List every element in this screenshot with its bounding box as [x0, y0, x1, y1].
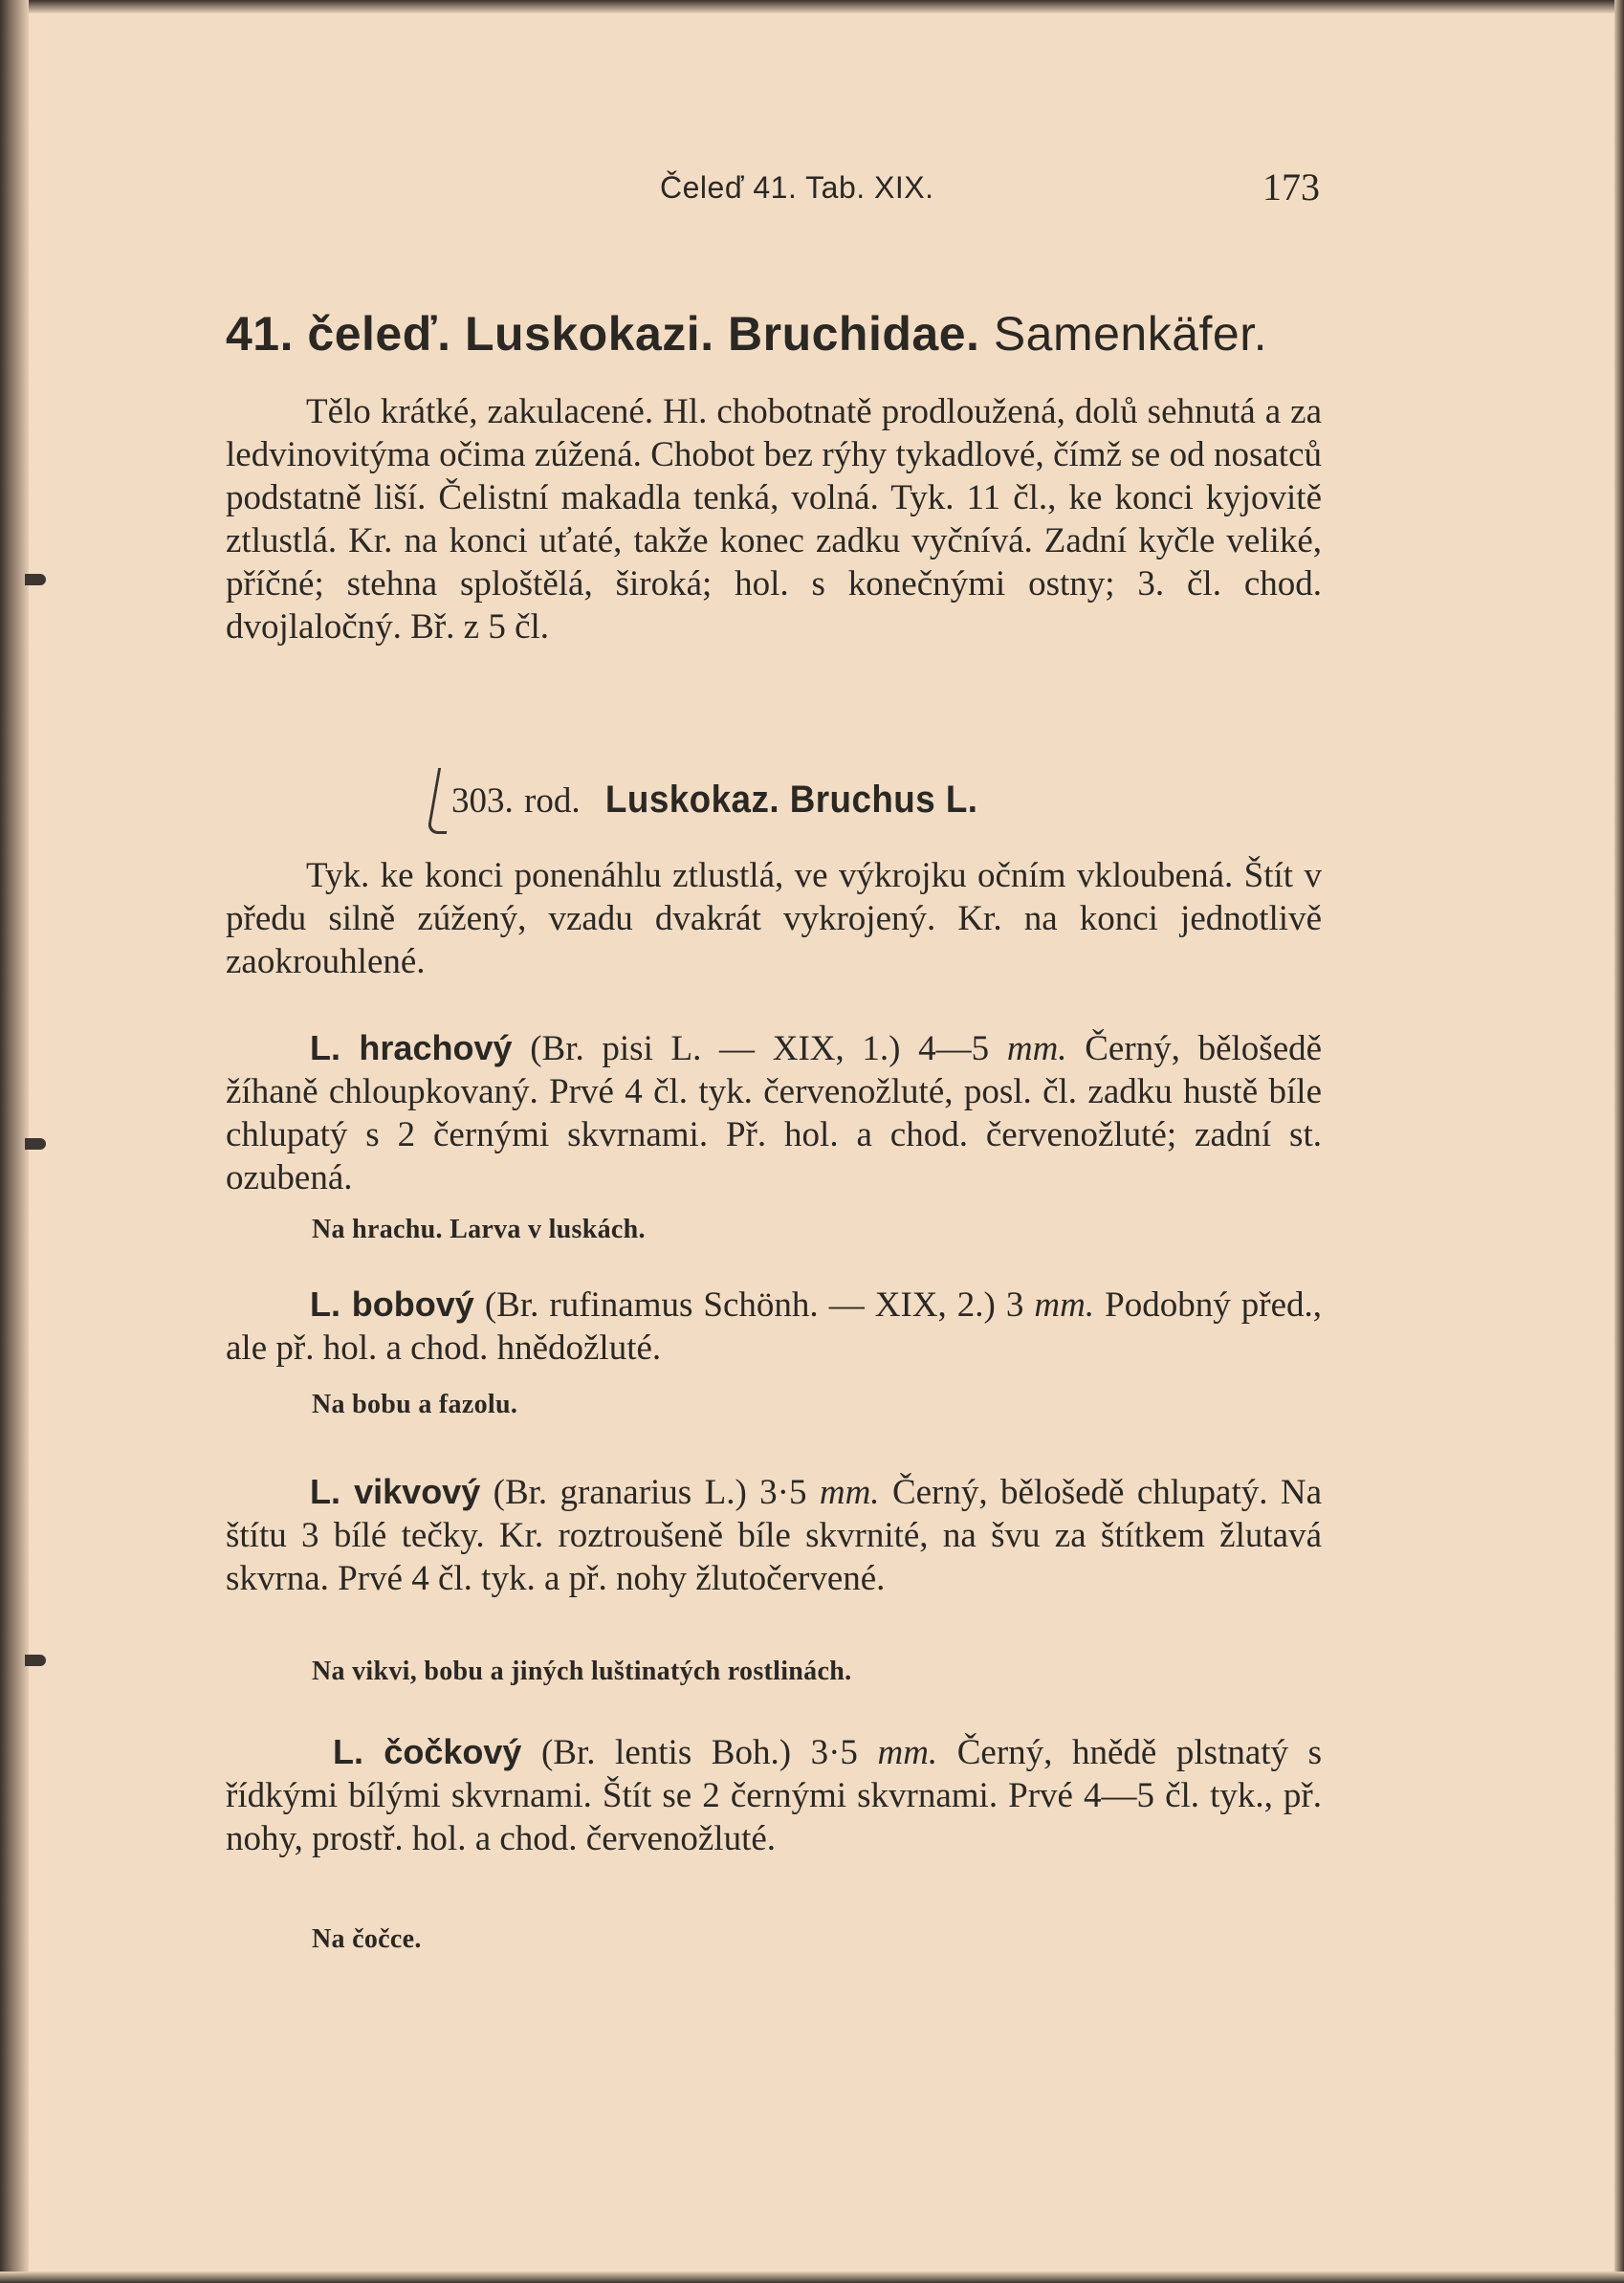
- genus-description: Tyk. ke konci ponenáhlu ztlustlá, ve výkrojku očním vkloubená. Štít v předu silně zúžený, vzadu dvakrát vykrojený. Kr. na konci jednotlivě zaokrouhlené.: [226, 856, 1322, 981]
- genus-rank: rod.: [524, 781, 581, 821]
- species-details: (Br. granarius L.) 3·5: [493, 1473, 807, 1512]
- species-name: L. vikvový: [310, 1472, 481, 1511]
- species-description: Černý, bělošedě žíhaně chloupkovaný. Prvé 4 čl. tyk. červenožluté, posl. čl. zadku hustě bíle chlupatý s 2 černými skvrnami. Př. hol. a chod. červenožluté; zadní st. ozubená.: [226, 1029, 1323, 1197]
- species-description: Černý, hnědě plstnatý s řídkými bílými skvrnami. Štít se 2 černými skvrnami. Prvé 4—5 čl. tyk., př. nohy, prostř. hol. a chod. červenožluté.: [226, 1733, 1323, 1858]
- species-entry: [226, 1283, 1322, 1370]
- species-description: Podobný před., ale př. hol. a chod. hnědožluté.: [226, 1285, 1323, 1368]
- family-description: Tělo krátké, zakulacené. Hl. chobotnatě prodloužená, dolů sehnutá a za ledvinovitýma očima zúžená. Chobot bez rýhy tykadlové, čímž se od nosatců podstatně liší. Čelistní makadla tenká, volná. Tyk. 11 čl., ke konci kyjovitě ztlustlá. Kr. na konci uťaté, takže konec zadku vyčnívá. Zadní kyčle veliké, příčné; stehna sploštělá, široká; hol. s konečnými ostny; 3. čl. chod. dvojlaločný. Bř. z 5 čl.: [226, 392, 1322, 647]
- family-number: 41. čeleď.: [226, 307, 451, 361]
- family-latin-name: Bruchidae.: [728, 307, 980, 361]
- genus-name: Luskokaz. Bruchus L.: [604, 779, 978, 821]
- family-czech-name: Luskokazi.: [464, 307, 714, 361]
- genus-number: 303.: [451, 781, 514, 821]
- species-name: L. hrachový: [310, 1028, 513, 1067]
- page-number: 173: [1262, 165, 1320, 209]
- species-details: (Br. rufinamus Schönh. — XIX, 2.) 3: [484, 1285, 1024, 1325]
- species-note: Na čočce.: [312, 1924, 422, 1954]
- species-unit: mm.: [1034, 1285, 1095, 1325]
- running-title: Čeleď 41. Tab. XIX.: [660, 170, 934, 205]
- species-note: Na bobu a fazolu.: [312, 1390, 518, 1419]
- binding-mark: [25, 1655, 46, 1666]
- species-unit: mm.: [1006, 1029, 1067, 1068]
- species-details: (Br. lentis Boh.) 3·5: [540, 1733, 858, 1772]
- species-name: L. bobový: [310, 1284, 474, 1324]
- binding-mark: [25, 574, 46, 585]
- species-note: Na hrachu. Larva v luskách.: [312, 1215, 646, 1244]
- binding-mark: [25, 1138, 46, 1150]
- page-top-edge: [0, 0, 1624, 13]
- species-entry: [226, 1730, 1322, 1860]
- species-note: Na vikvi, bobu a jiných luštinatých rostlinách.: [312, 1657, 852, 1686]
- page-bottom-edge: [0, 2272, 1624, 2283]
- genus-heading: [450, 779, 994, 822]
- species-unit: mm.: [819, 1473, 880, 1512]
- species-unit: mm.: [877, 1733, 938, 1772]
- species-entry: [226, 1026, 1322, 1199]
- family-heading: [226, 306, 1326, 362]
- species-entry: [226, 1470, 1322, 1600]
- page-right-edge: [1614, 0, 1624, 2283]
- species-details: (Br. pisi L. — XIX, 1.) 4—5: [530, 1029, 990, 1068]
- species-name: L. čočkový: [333, 1732, 522, 1771]
- family-german-name: Samenkäfer.: [993, 307, 1268, 361]
- species-description: Černý, bělošedě chlupatý. Na štítu 3 bílé tečky. Kr. roztroušeně bíle skvrnité, na švu za štítkem žlutavá skvrna. Prvé 4 čl. tyk. a př. nohy žlutočervené.: [226, 1473, 1323, 1598]
